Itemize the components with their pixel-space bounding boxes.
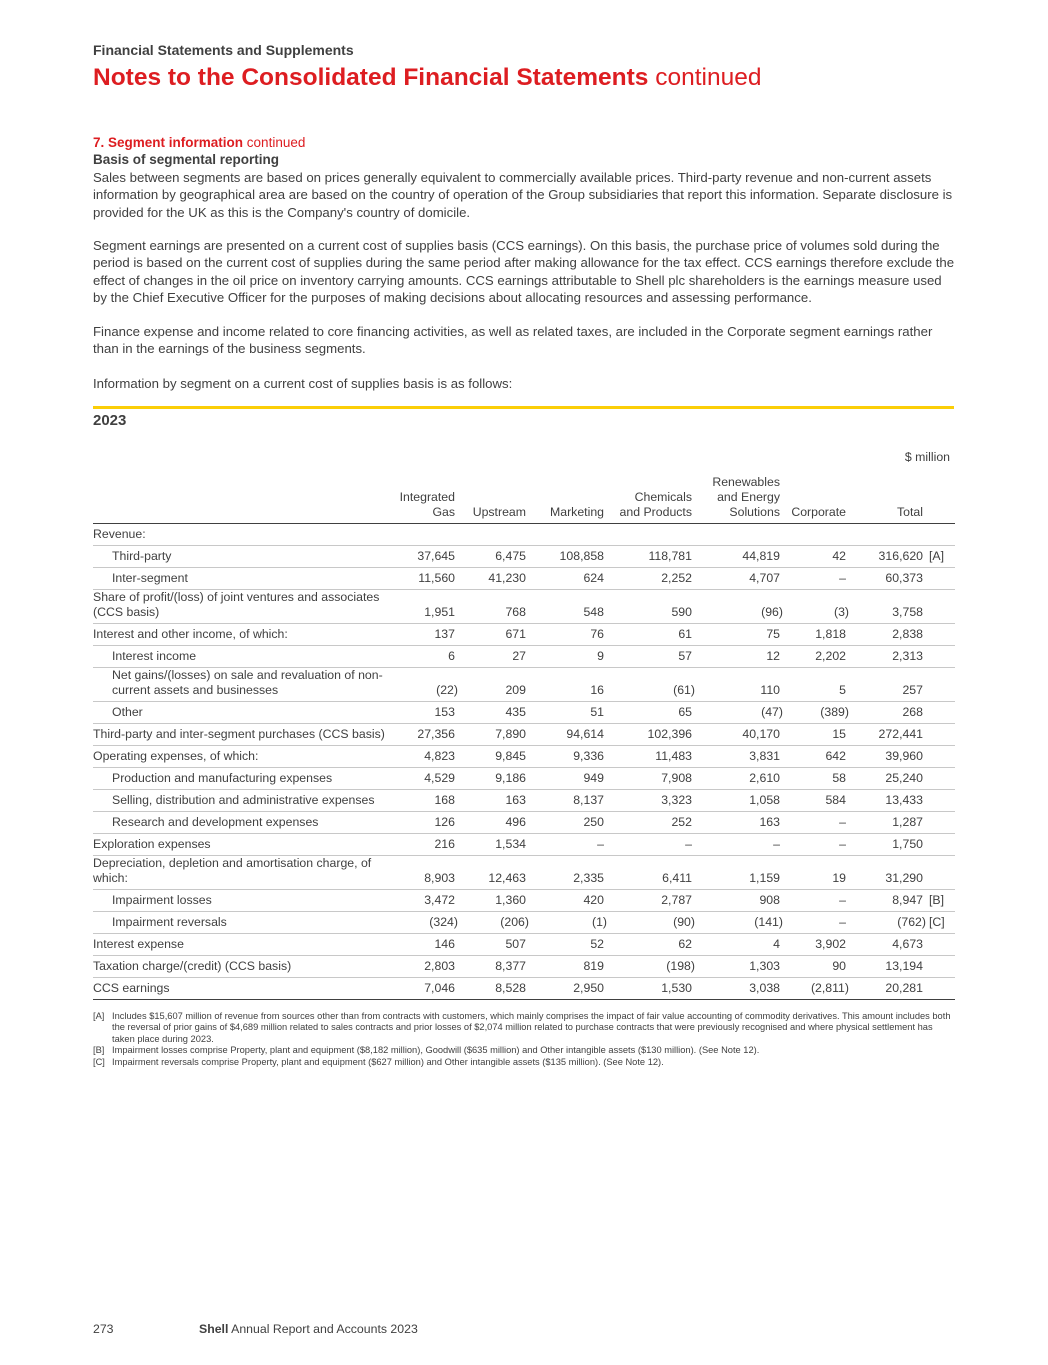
cell-value: 57 [607, 646, 695, 668]
cell-value: 1,287 [849, 812, 926, 834]
cell-value [393, 524, 458, 546]
row-label: Interest and other income, of which: [93, 624, 393, 646]
footnote-marker [926, 702, 955, 724]
note-heading-suffix: continued [246, 135, 306, 150]
column-header-line: Marketing [550, 505, 604, 519]
cell-value: (198) [607, 956, 695, 978]
cell-value: 8,903 [393, 856, 458, 890]
marker-header [926, 470, 955, 524]
cell-value: – [783, 912, 849, 934]
cell-value: 58 [783, 768, 849, 790]
cell-value: – [783, 890, 849, 912]
footnote-marker [926, 934, 955, 956]
cell-value: 2,610 [695, 768, 783, 790]
footnote [93, 1057, 955, 1068]
unit-label: $ million [904, 450, 950, 464]
footnote-mark: [B] [93, 1045, 105, 1056]
footnote-mark: [C] [93, 1056, 105, 1067]
footnote-marker [926, 790, 955, 812]
cell-value: 949 [529, 768, 607, 790]
cell-value: 2,202 [783, 646, 849, 668]
table-header [93, 470, 955, 524]
paragraph: Segment earnings are presented on a current cost of supplies basis (CCS earnings). On this basis, the purchase price of volumes sold during the period is based on the current cost of supplies during the same period after making allowance for the tax effect. CCS earnings therefore exclude the effect of changes in the oil price on inventory carrying amounts. CCS earnings attributable to Shell plc shareholders is the earnings measure used by the Chief Executive Officer for the purposes of making decisions about allocating resources and assessing performance. [93, 238, 955, 305]
footnote-text: Impairment losses comprise Property, plant and equipment ($8,182 million), Goodwill ($635 million) and Other intangible assets ($130 million). (See Note 12). [112, 1045, 760, 1056]
cell-value: 252 [607, 812, 695, 834]
row-label: Net gains/(losses) on sale and revaluation of non-current assets and businesses [93, 668, 393, 702]
cell-value: 250 [529, 812, 607, 834]
footnote [93, 1045, 955, 1056]
cell-value: 908 [695, 890, 783, 912]
table-row [93, 978, 955, 1000]
page-title [93, 64, 762, 92]
page-title-text: Notes to the Consolidated Financial Statements [93, 64, 649, 91]
cell-value: 3,902 [783, 934, 849, 956]
cell-value: 6,475 [458, 546, 529, 568]
basis-heading: Basis of segmental reporting [93, 152, 280, 167]
cell-value: 257 [849, 668, 926, 702]
cell-value: 163 [458, 790, 529, 812]
footnotes [93, 1011, 955, 1068]
footer-publication [199, 1322, 418, 1336]
cell-value [529, 524, 607, 546]
cell-value: (96) [695, 590, 783, 624]
column-header-line: Integrated [399, 490, 455, 504]
cell-value: 3,323 [607, 790, 695, 812]
cell-value: 1,159 [695, 856, 783, 890]
cell-value: 15 [783, 724, 849, 746]
table-body [93, 524, 955, 1000]
cell-value: (3) [783, 590, 849, 624]
table-row [93, 546, 955, 568]
cell-value: 6,411 [607, 856, 695, 890]
cell-value: 209 [458, 668, 529, 702]
cell-value: 316,620 [849, 546, 926, 568]
footnote-marker [926, 524, 955, 546]
cell-value: 11,560 [393, 568, 458, 590]
cell-value: – [783, 568, 849, 590]
cell-value: 3,038 [695, 978, 783, 1000]
cell-value: 41,230 [458, 568, 529, 590]
column-header [849, 470, 926, 524]
cell-value: – [695, 834, 783, 856]
page-title-suffix: continued [655, 64, 762, 91]
cell-value: 163 [695, 812, 783, 834]
cell-value: 8,377 [458, 956, 529, 978]
footnote-marker [926, 624, 955, 646]
table-row [93, 890, 955, 912]
footnote-marker [926, 668, 955, 702]
row-label: Operating expenses, of which: [93, 746, 393, 768]
column-header-line: and Products [619, 505, 692, 519]
table-row [93, 768, 955, 790]
column-header-line: Corporate [791, 505, 846, 519]
cell-value: 9,336 [529, 746, 607, 768]
cell-value: 37,645 [393, 546, 458, 568]
row-label: Depreciation, depletion and amortisation charge, of which: [93, 856, 393, 890]
cell-value: – [607, 834, 695, 856]
cell-value: 61 [607, 624, 695, 646]
row-label: Inter-segment [93, 568, 393, 590]
cell-value: 153 [393, 702, 458, 724]
cell-value: 7,908 [607, 768, 695, 790]
footnote-marker: [C] [926, 912, 955, 934]
cell-value: 4,823 [393, 746, 458, 768]
cell-value: 584 [783, 790, 849, 812]
footnote-marker [926, 812, 955, 834]
cell-value: 1,818 [783, 624, 849, 646]
cell-value: – [783, 834, 849, 856]
cell-value: 65 [607, 702, 695, 724]
cell-value: 5 [783, 668, 849, 702]
table-row [93, 856, 955, 890]
footnote-marker [926, 646, 955, 668]
column-header-line: Solutions [729, 505, 780, 519]
cell-value: 1,360 [458, 890, 529, 912]
table-row [93, 702, 955, 724]
cell-value: (762) [849, 912, 926, 934]
cell-value: 31,290 [849, 856, 926, 890]
cell-value: 2,838 [849, 624, 926, 646]
footnote-marker [926, 768, 955, 790]
footnote-marker: [A] [926, 546, 955, 568]
column-header [695, 470, 783, 524]
cell-value [849, 524, 926, 546]
cell-value: 1,750 [849, 834, 926, 856]
column-header [607, 470, 695, 524]
cell-value [695, 524, 783, 546]
cell-value: 13,433 [849, 790, 926, 812]
cell-value: 1,058 [695, 790, 783, 812]
footnote-marker [926, 834, 955, 856]
cell-value: 496 [458, 812, 529, 834]
cell-value: 7,890 [458, 724, 529, 746]
cell-value: 75 [695, 624, 783, 646]
cell-value: 8,947 [849, 890, 926, 912]
footnote-text: Includes $15,607 million of revenue from sources other than from contracts with customers, which mainly comprises the impact of fair value accounting of commodity derivatives. This amount includes both the reversal of prior gains of $4,689 million related to sales contracts and prior losses of $2,074 million related to purchase contracts that were previously recognised and where physical settlement has taken place during 2023. [112, 1011, 951, 1044]
cell-value: (141) [695, 912, 783, 934]
table-row [93, 746, 955, 768]
paragraph: Finance expense and income related to core financing activities, as well as related taxes, are included in the Corporate segment earnings rather than in the earnings of the business segments. [93, 324, 933, 357]
column-header-line: Renewables [712, 475, 780, 489]
footnote-marker: [B] [926, 890, 955, 912]
cell-value: 2,313 [849, 646, 926, 668]
row-label: Third-party and inter-segment purchases (CCS basis) [93, 724, 393, 746]
cell-value: (324) [393, 912, 458, 934]
column-header-line: Gas [432, 505, 455, 519]
cell-value: 1,534 [458, 834, 529, 856]
cell-value: 12 [695, 646, 783, 668]
footnote-marker [926, 746, 955, 768]
cell-value: 52 [529, 934, 607, 956]
row-label: Revenue: [93, 524, 393, 546]
cell-value: (47) [695, 702, 783, 724]
cell-value: 768 [458, 590, 529, 624]
cell-value: 9,845 [458, 746, 529, 768]
cell-value: 819 [529, 956, 607, 978]
cell-value: 4 [695, 934, 783, 956]
row-label: Impairment reversals [93, 912, 393, 934]
cell-value: 108,858 [529, 546, 607, 568]
cell-value: 126 [393, 812, 458, 834]
cell-value: 4,707 [695, 568, 783, 590]
cell-value: 4,529 [393, 768, 458, 790]
table-row [93, 646, 955, 668]
column-header-line: Total [897, 505, 923, 519]
cell-value: 76 [529, 624, 607, 646]
row-label: Other [93, 702, 393, 724]
row-label: Share of profit/(loss) of joint ventures and associates (CCS basis) [93, 590, 393, 624]
cell-value: 44,819 [695, 546, 783, 568]
cell-value: 11,483 [607, 746, 695, 768]
cell-value: 272,441 [849, 724, 926, 746]
cell-value [783, 524, 849, 546]
segment-table [93, 470, 955, 1000]
table-row [93, 668, 955, 702]
cell-value: 3,472 [393, 890, 458, 912]
footnote-marker [926, 978, 955, 1000]
cell-value: 624 [529, 568, 607, 590]
cell-value: 8,137 [529, 790, 607, 812]
cell-value: 268 [849, 702, 926, 724]
cell-value: 110 [695, 668, 783, 702]
column-header [783, 470, 849, 524]
cell-value: 4,673 [849, 934, 926, 956]
cell-value: (389) [783, 702, 849, 724]
footnote-marker [926, 568, 955, 590]
cell-value: 1,530 [607, 978, 695, 1000]
cell-value: 590 [607, 590, 695, 624]
cell-value: 2,950 [529, 978, 607, 1000]
footnote-marker [926, 856, 955, 890]
cell-value: 420 [529, 890, 607, 912]
cell-value: 7,046 [393, 978, 458, 1000]
cell-value: 90 [783, 956, 849, 978]
cell-value: 60,373 [849, 568, 926, 590]
cell-value: 2,335 [529, 856, 607, 890]
header-row [93, 470, 955, 524]
cell-value: 146 [393, 934, 458, 956]
column-header [458, 470, 529, 524]
cell-value: 39,960 [849, 746, 926, 768]
cell-value: 671 [458, 624, 529, 646]
cell-value: (61) [607, 668, 695, 702]
cell-value: 102,396 [607, 724, 695, 746]
cell-value [458, 524, 529, 546]
cell-value: 3,831 [695, 746, 783, 768]
table-row [93, 934, 955, 956]
section-divider [93, 406, 954, 409]
cell-value: 13,194 [849, 956, 926, 978]
cell-value: 8,528 [458, 978, 529, 1000]
footnote-marker [926, 724, 955, 746]
cell-value: 16 [529, 668, 607, 702]
cell-value: – [783, 812, 849, 834]
table-row [93, 724, 955, 746]
cell-value: 27,356 [393, 724, 458, 746]
paragraph: Sales between segments are based on prices generally equivalent to commercially available prices. Third-party revenue and non-current assets information by geographical area are based on the country of operation of the Group subsidiaries that report this information. Separate disclosure is provided for the UK as this is the Company's country of domicile. [93, 170, 953, 220]
footnote-text: Impairment reversals comprise Property, plant and equipment ($627 million) and Other intangible assets ($135 million). (See Note 12). [112, 1056, 664, 1067]
cell-value [607, 524, 695, 546]
cell-value: 642 [783, 746, 849, 768]
cell-value: 25,240 [849, 768, 926, 790]
table-row [93, 812, 955, 834]
column-header-line: Upstream [472, 505, 526, 519]
footnote-marker [926, 956, 955, 978]
row-label: Taxation charge/(credit) (CCS basis) [93, 956, 393, 978]
cell-value: 12,463 [458, 856, 529, 890]
cell-value: 1,951 [393, 590, 458, 624]
cell-value: 2,252 [607, 568, 695, 590]
cell-value: 216 [393, 834, 458, 856]
cell-value: 2,803 [393, 956, 458, 978]
year-label: 2023 [93, 412, 127, 429]
table-row [93, 912, 955, 934]
row-label: Exploration expenses [93, 834, 393, 856]
cell-value: 9 [529, 646, 607, 668]
cell-value: – [529, 834, 607, 856]
table-row [93, 568, 955, 590]
segment-table-container [93, 470, 955, 1000]
footer-publication-title: Annual Report and Accounts 2023 [231, 1322, 418, 1336]
cell-value: 9,186 [458, 768, 529, 790]
row-label: Selling, distribution and administrative expenses [93, 790, 393, 812]
cell-value: 20,281 [849, 978, 926, 1000]
section-label: Financial Statements and Supplements [93, 42, 354, 58]
header-cell [93, 470, 393, 524]
cell-value: 507 [458, 934, 529, 956]
table-row [93, 624, 955, 646]
table-row [93, 834, 955, 856]
cell-value: 27 [458, 646, 529, 668]
cell-value: 6 [393, 646, 458, 668]
footer-brand-name: Shell [199, 1322, 229, 1336]
cell-value: 94,614 [529, 724, 607, 746]
row-label: Research and development expenses [93, 812, 393, 834]
table-row [93, 590, 955, 624]
cell-value: 62 [607, 934, 695, 956]
column-header-line: and Energy [717, 490, 780, 504]
row-label: Third-party [93, 546, 393, 568]
row-label: CCS earnings [93, 978, 393, 1000]
row-label: Production and manufacturing expenses [93, 768, 393, 790]
note-heading-text: 7. Segment information [93, 135, 244, 150]
table-row [93, 524, 955, 546]
cell-value: 42 [783, 546, 849, 568]
cell-value: (206) [458, 912, 529, 934]
cell-value: 137 [393, 624, 458, 646]
cell-value: (22) [393, 668, 458, 702]
cell-value: (1) [529, 912, 607, 934]
note-heading [93, 135, 305, 150]
cell-value: (2,811) [783, 978, 849, 1000]
footnote [93, 1011, 955, 1045]
row-label: Interest expense [93, 934, 393, 956]
page-number: 273 [93, 1322, 114, 1336]
paragraph: Information by segment on a current cost of supplies basis is as follows: [93, 376, 513, 391]
table-row [93, 790, 955, 812]
cell-value: 40,170 [695, 724, 783, 746]
cell-value: (90) [607, 912, 695, 934]
table-row [93, 956, 955, 978]
column-header [393, 470, 458, 524]
cell-value: 2,787 [607, 890, 695, 912]
column-header-line: Chemicals [634, 490, 692, 504]
cell-value: 51 [529, 702, 607, 724]
cell-value: 168 [393, 790, 458, 812]
cell-value: 19 [783, 856, 849, 890]
cell-value: 548 [529, 590, 607, 624]
cell-value: 1,303 [695, 956, 783, 978]
cell-value: 435 [458, 702, 529, 724]
row-label: Interest income [93, 646, 393, 668]
cell-value: 118,781 [607, 546, 695, 568]
footnote-marker [926, 590, 955, 624]
row-label: Impairment losses [93, 890, 393, 912]
column-header [529, 470, 607, 524]
footnote-mark: [A] [93, 1011, 105, 1021]
cell-value: 3,758 [849, 590, 926, 624]
